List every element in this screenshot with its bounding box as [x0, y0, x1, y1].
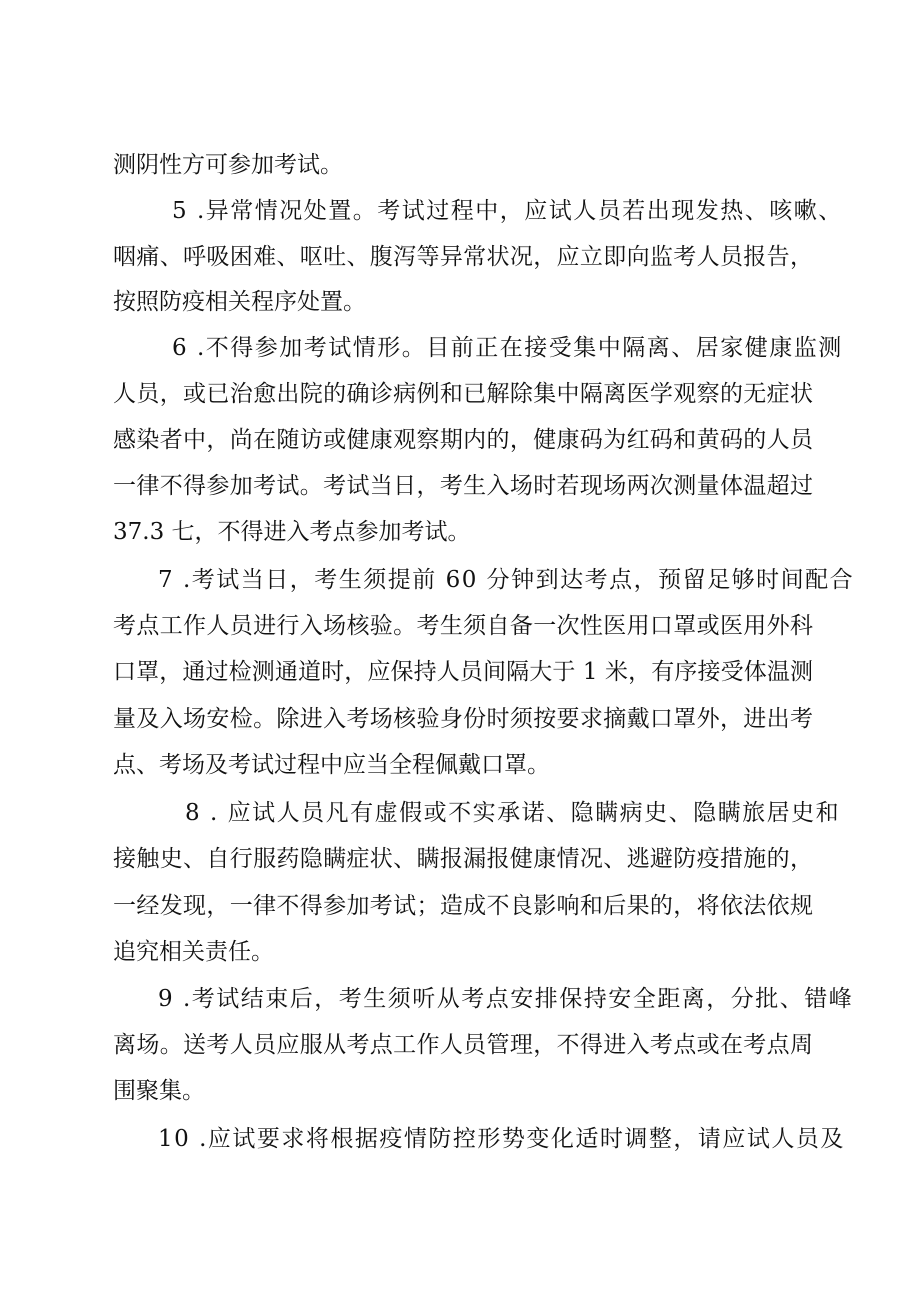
text-line: 按照防疫相关程序处置。	[113, 289, 366, 315]
text-line: 一律不得参加考试。考试当日，考生入场时若现场两次测量体温超过	[113, 473, 813, 499]
paragraph-7-first-line: 7 .考试当日，考生须提前 60 分钟到达考点，预留足够时间配合	[158, 567, 855, 593]
text-line: 37.3 七，不得进入考点参加考试。	[113, 519, 471, 545]
text-line: 感染者中，尚在随访或健康观察期内的，健康码为红码和黄码的人员	[113, 427, 813, 453]
text-line: 口罩，通过检测通道时，应保持人员间隔大于 1 米，有序接受体温测	[113, 659, 813, 685]
text-line: 离场。送考人员应服从考点工作人员管理，不得进入考点或在考点周	[113, 1032, 813, 1058]
text-line: 量及入场安检。除进入考场核验身份时须按要求摘戴口罩外，进出考	[113, 706, 813, 732]
paragraph-9-first-line: 9 .考试结束后，考生须听从考点安排保持安全距离，分批、错峰	[158, 986, 854, 1012]
paragraph-8-first-line: 8 . 应试人员凡有虚假或不实承诺、隐瞒病史、隐瞒旅居史和	[185, 800, 841, 826]
text-line: 测阴性方可参加考试。	[113, 152, 343, 178]
text-line: 考点工作人员进行入场核验。考生须自备一次性医用口罩或医用外科	[113, 613, 813, 639]
paragraph-6-first-line: 6 .不得参加考试情形。目前正在接受集中隔离、居家健康监测	[172, 335, 843, 361]
text-line: 点、考场及考试过程中应当全程佩戴口罩。	[113, 752, 550, 778]
paragraph-10-first-line: 10 .应试要求将根据疫情防控形势变化适时调整，请应试人员及	[158, 1126, 845, 1152]
text-line: 一经发现，一律不得参加考试；造成不良影响和后果的，将依法依规	[113, 893, 813, 919]
text-line: 人员，或已治愈出院的确诊病例和已解除集中隔离医学观察的无症状	[113, 381, 813, 407]
paragraph-5-first-line: 5 .异常情况处置。考试过程中，应试人员若出现发热、咳嗽、	[172, 198, 843, 224]
text-line: 围聚集。	[113, 1078, 205, 1104]
text-line: 咽痛、呼吸困难、呕吐、腹泻等异常状况，应立即向监考人员报告，	[113, 244, 813, 270]
text-line: 接触史、自行服药隐瞒症状、瞒报漏报健康情况、逃避防疫措施的，	[113, 846, 813, 872]
text-line: 追究相关责任。	[113, 939, 274, 965]
